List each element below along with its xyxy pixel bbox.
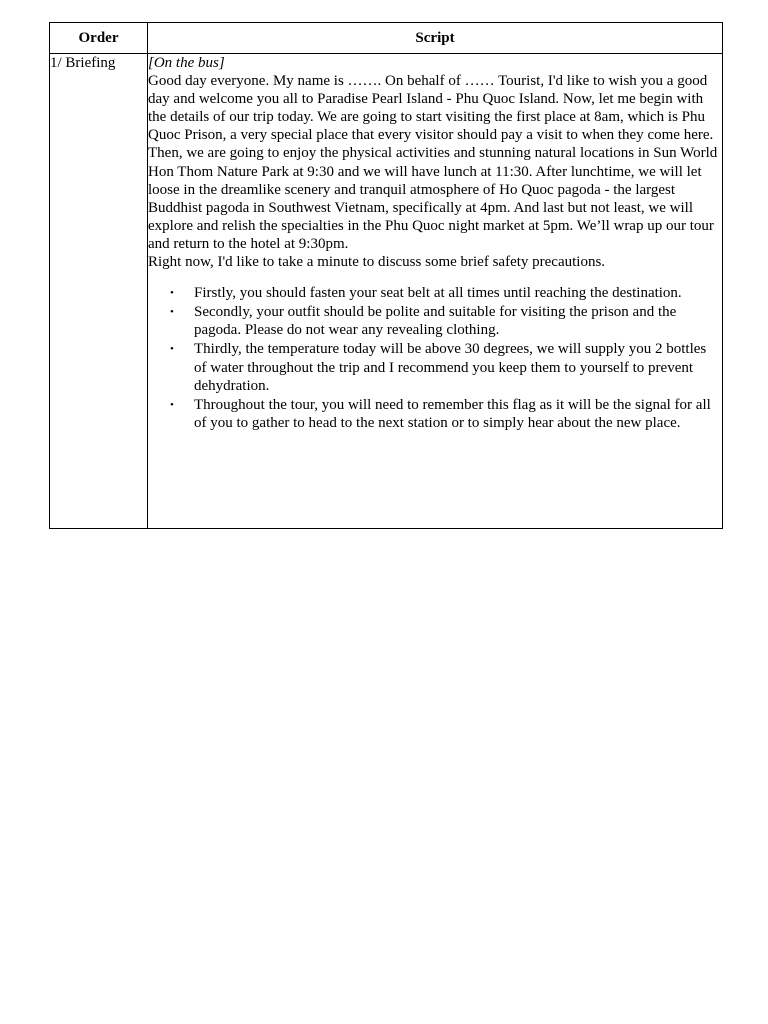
script-column-header: Script — [148, 23, 723, 54]
table-header-row — [50, 23, 723, 54]
bullet-icon: • — [170, 398, 174, 411]
list-item-text: Throughout the tour, you will need to remember this flag as it will be the signal for all of you to gather to head to the next station or to simply hear about the new place. — [194, 396, 711, 431]
list-item — [148, 303, 722, 339]
list-item — [148, 340, 722, 394]
tour-script-table — [49, 22, 723, 529]
script-cell — [148, 54, 723, 529]
bullet-icon: • — [170, 306, 174, 319]
list-item — [148, 396, 722, 432]
bullet-icon: • — [170, 343, 174, 356]
context-note: [On the bus] — [148, 55, 225, 71]
table-row — [50, 54, 723, 529]
order-cell: 1/ Briefing — [50, 54, 148, 529]
order-column-header: Order — [50, 23, 148, 54]
safety-intro: Right now, I'd like to take a minute to discuss some brief safety precautions. — [148, 254, 606, 271]
list-item-text: Thirdly, the temperature today will be above 30 degrees, we will supply you 2 bottles of water throughout the trip and I recommend you keep them to yourself to prevent dehydration. — [194, 341, 707, 394]
precautions-list — [148, 284, 722, 432]
list-item — [148, 284, 722, 302]
list-item-text: Firstly, you should fasten your seat belt at all times until reaching the destination. — [194, 285, 682, 302]
bullet-icon: • — [170, 287, 174, 300]
intro-paragraph: Good day everyone. My name is ……. On behalf of …… Tourist, I'd like to wish you a good day and welcome you all to Paradise Pearl Island - Phu Quoc Island. Now, let me begin with the details of our trip today. We are going to start visiting the first place at 8am, which is Phu Quoc Prison, a very special place that every visitor should pay a visit to when they come here. Then, we are going to enjoy the physical activities and stunning natural locations in Sun World Hon Thom Nature Park at 9:30 and we will have lunch at 11:30. After lunchtime, we will let loose in the dreamlike scenery and tranquil atmosphere of Ho Quoc pagoda - the largest Buddhist pagoda in Southwest Vietnam, specifically at 4pm. And last but not least, we will explore and relish the specialties in the Phu Quoc night market at 5pm. We’ll wrap up our tour and return to the hotel at 9:30pm. — [148, 73, 718, 252]
list-item-text: Secondly, your outfit should be polite and suitable for visiting the prison and the pagoda. Please do not wear any revealing clothing. — [194, 304, 677, 339]
